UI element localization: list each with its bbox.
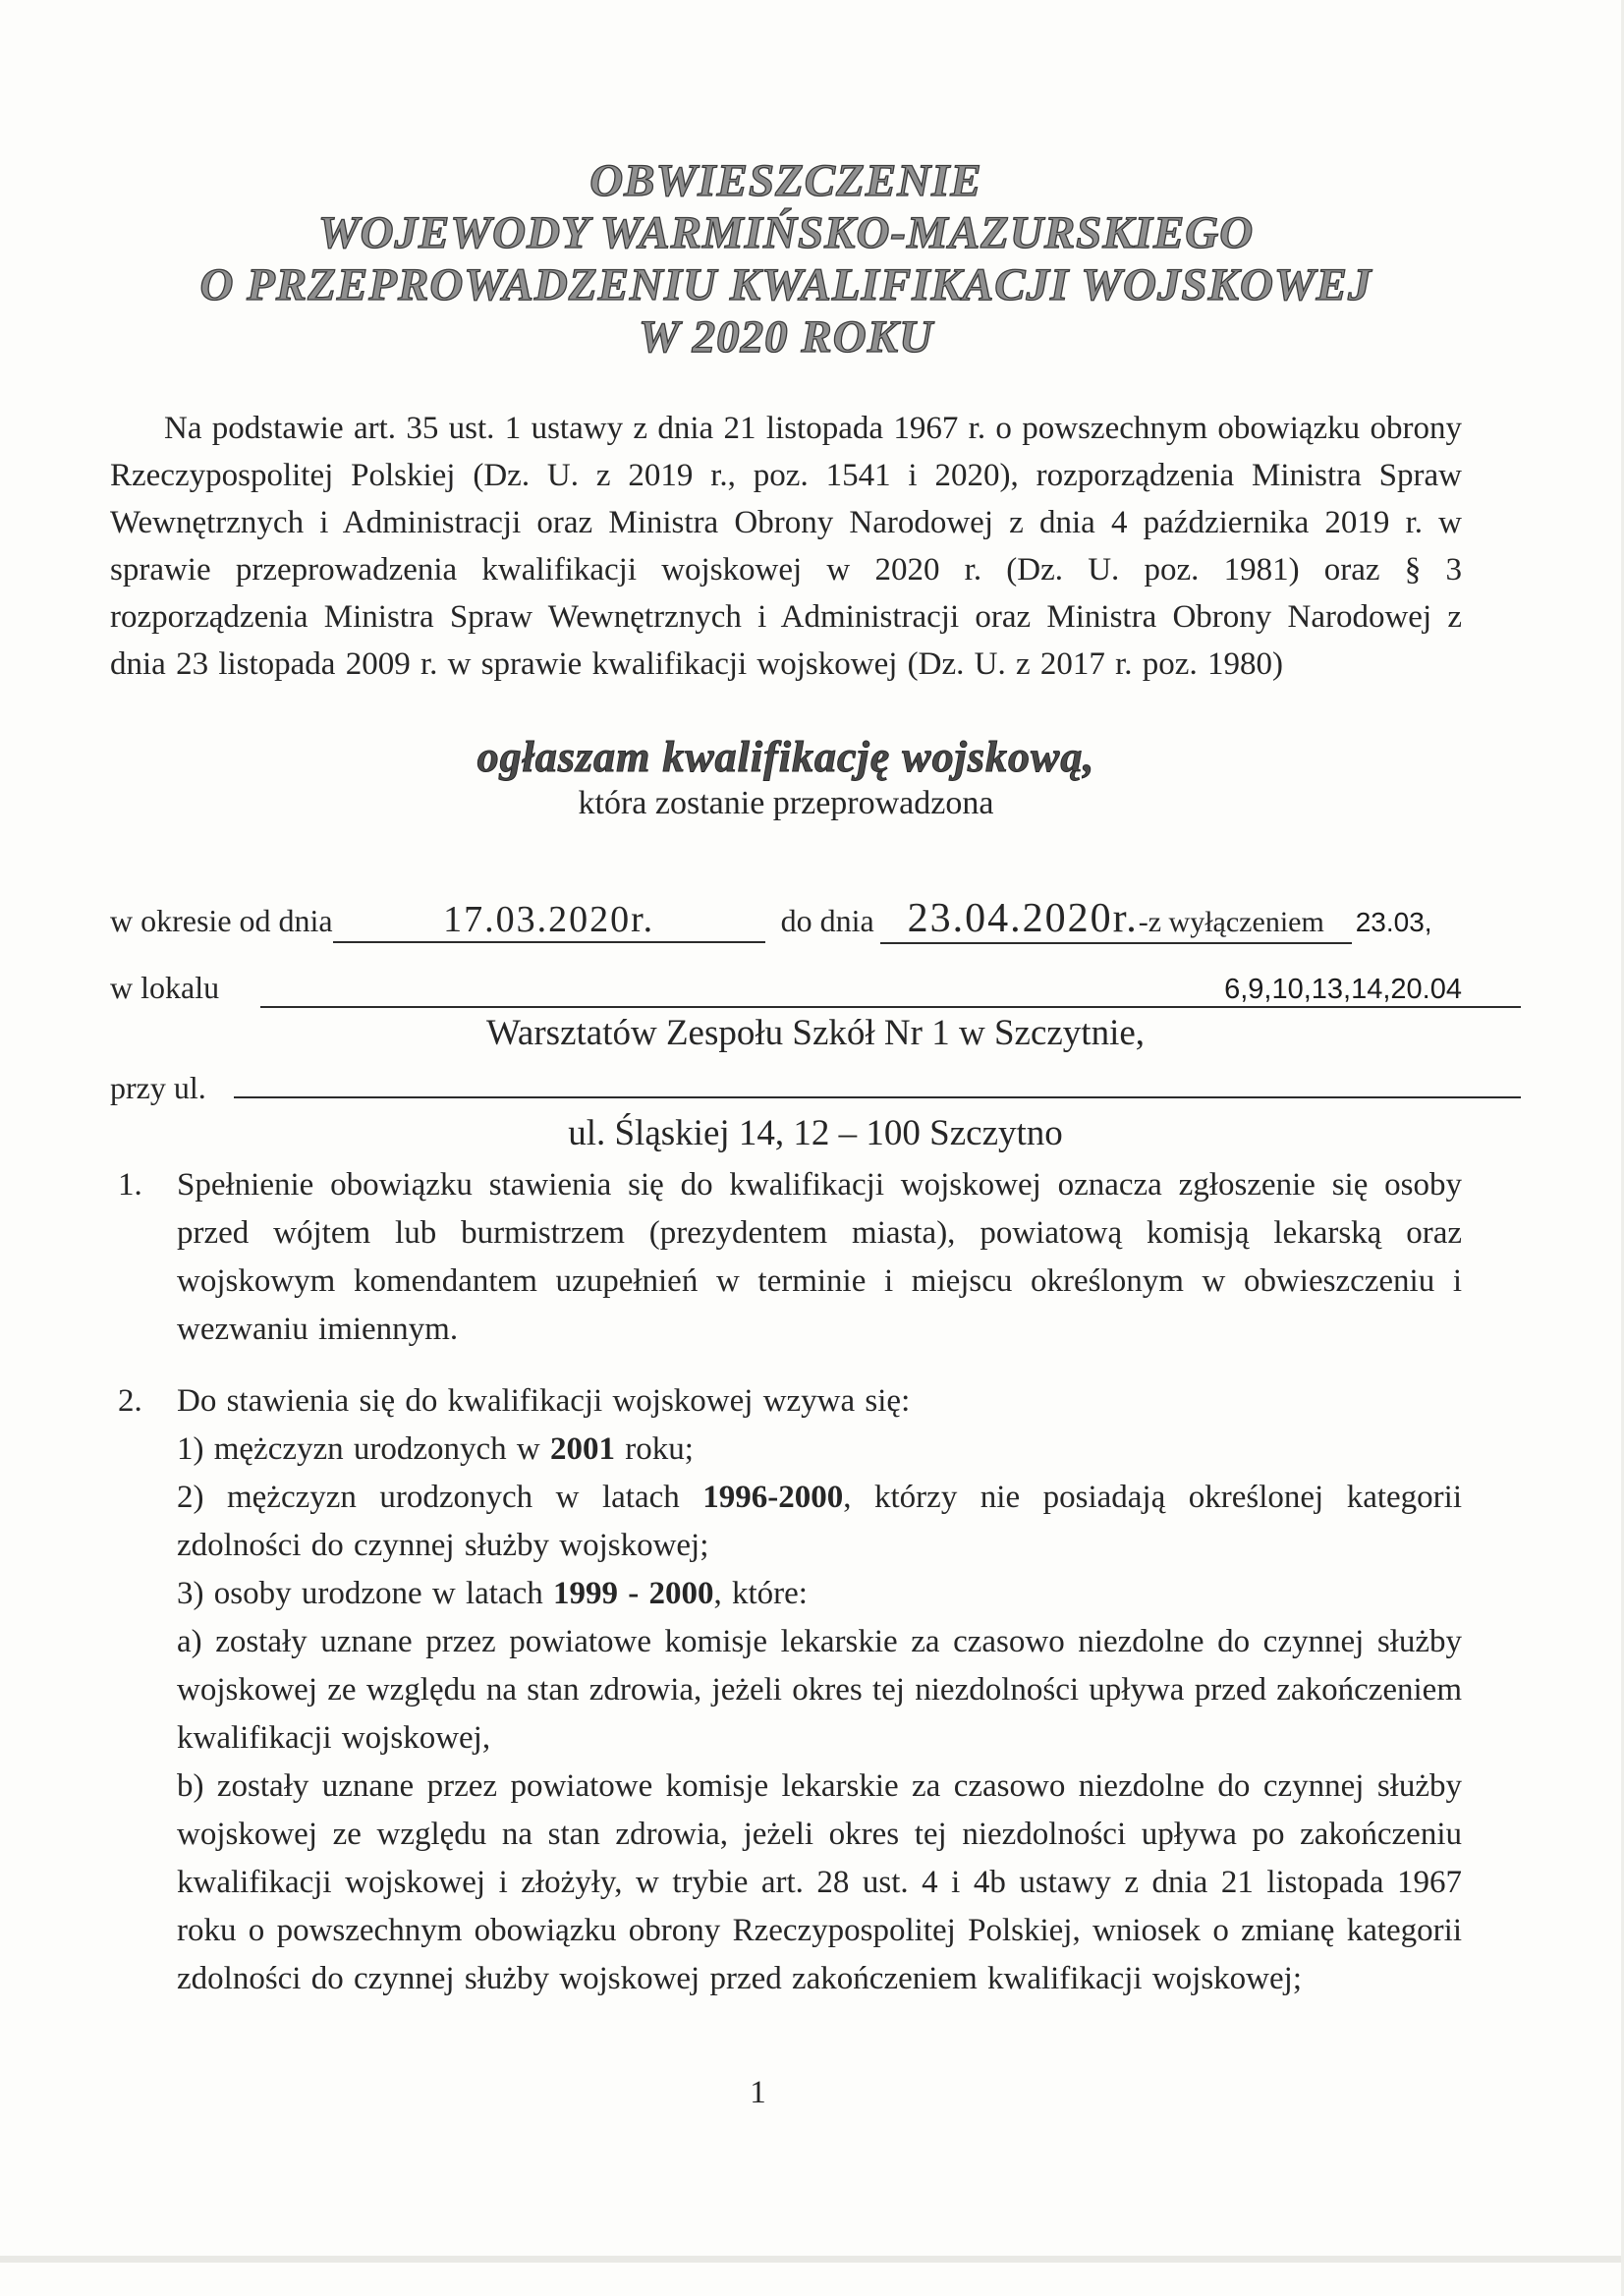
period-to-blank bbox=[880, 895, 1352, 944]
page-number: 1 bbox=[750, 2075, 766, 2110]
title-line-4: W 2020 ROKU bbox=[638, 311, 934, 363]
venue-label: w lokalu bbox=[110, 970, 220, 1005]
title-line-2: WOJEWODY WARMIŃSKO-MAZURSKIEGO bbox=[317, 207, 1255, 258]
subitem-1: 1) mężczyzn urodzonych w 2001 roku; bbox=[177, 1431, 694, 1467]
title-line-3: O PRZEPROWADZENIU KWALIFIKACJI WOJSKOWEJ bbox=[199, 259, 1372, 310]
list-item-2 bbox=[110, 1377, 1462, 2003]
venue-name: Warsztatów Zespołu Szkół Nr 1 w Szczytnie, bbox=[485, 1013, 1146, 1053]
list-item-1 bbox=[110, 1161, 1462, 1354]
scan-artifact-bottom-edge bbox=[0, 2256, 1624, 2263]
exclusion-dates-line-2: 6,9,10,13,14,20.04 bbox=[1224, 974, 1462, 1005]
period-from-label: w okresie od dnia bbox=[110, 903, 333, 938]
venue-row bbox=[110, 970, 1521, 1008]
street-label: przy ul. bbox=[110, 1070, 206, 1105]
subitem-a: a) zostały uznane przez powiatowe komisje lekarskie za czasowo niezdolne do czynnej służby wojskowej ze względu na stan zdrowia, jeżeli okres tej niezdolności upływa przed zakończeniem kwalifikacji wojskowej, bbox=[177, 1624, 1462, 1756]
period-to-label: do dnia bbox=[780, 903, 874, 938]
document-title bbox=[110, 155, 1462, 364]
subitem-b: b) zostały uznane przez powiatowe komisje lekarskie za czasowo niezdolne do czynnej służby wojskowej ze względu na stan zdrowia, jeżeli okres tej niezdolności upływa po zakończeniu kwalifikacji wojskowej i złożyły, w trybie art. 28 ust. 4 i 4b ustawy z dnia 21 listopada 1967 roku o powszechnym obowiązku obrony Rzeczypospolitej Polskiej, wniosek o zmianę kategorii zdolności do czynnej służby wojskowej przed zakończeniem kwalifikacji wojskowej; bbox=[177, 1768, 1462, 1996]
list-item-2-intro: Do stawienia się do kwalifikacji wojskowej wzywa się: bbox=[177, 1383, 911, 1419]
exclusion-prefix: -z wyłączeniem bbox=[1138, 906, 1324, 938]
venue-blank bbox=[260, 974, 1521, 1008]
items-list bbox=[110, 1161, 1462, 2003]
period-from-date: 17.03.2020r. bbox=[443, 899, 655, 940]
legal-basis-paragraph: Na podstawie art. 35 ust. 1 ustawy z dnia 21 listopada 1967 r. o powszechnym obowiązku obrony Rzeczypospolitej Polskiej (Dz. U. z 2019 r., poz. 1541 i 2020), rozporządzenia Ministra Spraw Wewnętrznych i Administracji oraz Ministra Obrony Narodowej z dnia 4 października 2019 r. w sprawie przeprowadzenia kwalifikacji wojskowej w 2020 r. (Dz. U. poz. 1981) oraz § 3 rozporządzenia Ministra Spraw Wewnętrznych i Administracji oraz Ministra Obrony Narodowej z dnia 23 listopada 2009 r. w sprawie kwalifikacji wojskowej (Dz. U. z 2017 r. poz. 1980) bbox=[110, 411, 1462, 682]
proclamation-subtitle: która zostanie przeprowadzona bbox=[578, 785, 994, 821]
list-item-2-number: 2. bbox=[118, 1383, 142, 1419]
period-to-date: 23.04.2020r. bbox=[907, 896, 1139, 941]
list-item-1-text: Spełnienie obowiązku stawienia się do kwalifikacji wojskowej oznacza zgłoszenie się osoby przed wójtem lub burmistrzem (prezydentem miasta), powiatową komisją lekarską oraz wojskowym komendantem uzupełnień w terminie i miejscu określonym w obwieszczeniu i wezwaniu imiennym. bbox=[177, 1167, 1462, 1347]
proclamation-heading: ogłaszam kwalifikację wojskową, bbox=[476, 733, 1095, 781]
street-row bbox=[110, 1053, 1521, 1106]
list-item-1-number: 1. bbox=[118, 1167, 142, 1203]
qualification-period-row bbox=[110, 895, 1521, 944]
subitem-2: 2) mężczyzn urodzonych w latach 1996-2000, którzy nie posiadają określonej kategorii zdolności do czynnej służby wojskowej; bbox=[177, 1480, 1462, 1563]
street-address: ul. Śląskiej 14, 12 – 100 Szczytno bbox=[568, 1113, 1063, 1153]
title-line-1: OBWIESZCZENIE bbox=[589, 155, 982, 206]
period-from-blank bbox=[333, 898, 765, 943]
exclusion-dates-line-1: 23.03, bbox=[1355, 907, 1432, 937]
subitem-3: 3) osoby urodzone w latach 1999 - 2000, które: bbox=[177, 1576, 808, 1611]
street-blank bbox=[234, 1053, 1521, 1098]
fill-in-fields bbox=[110, 895, 1521, 1155]
